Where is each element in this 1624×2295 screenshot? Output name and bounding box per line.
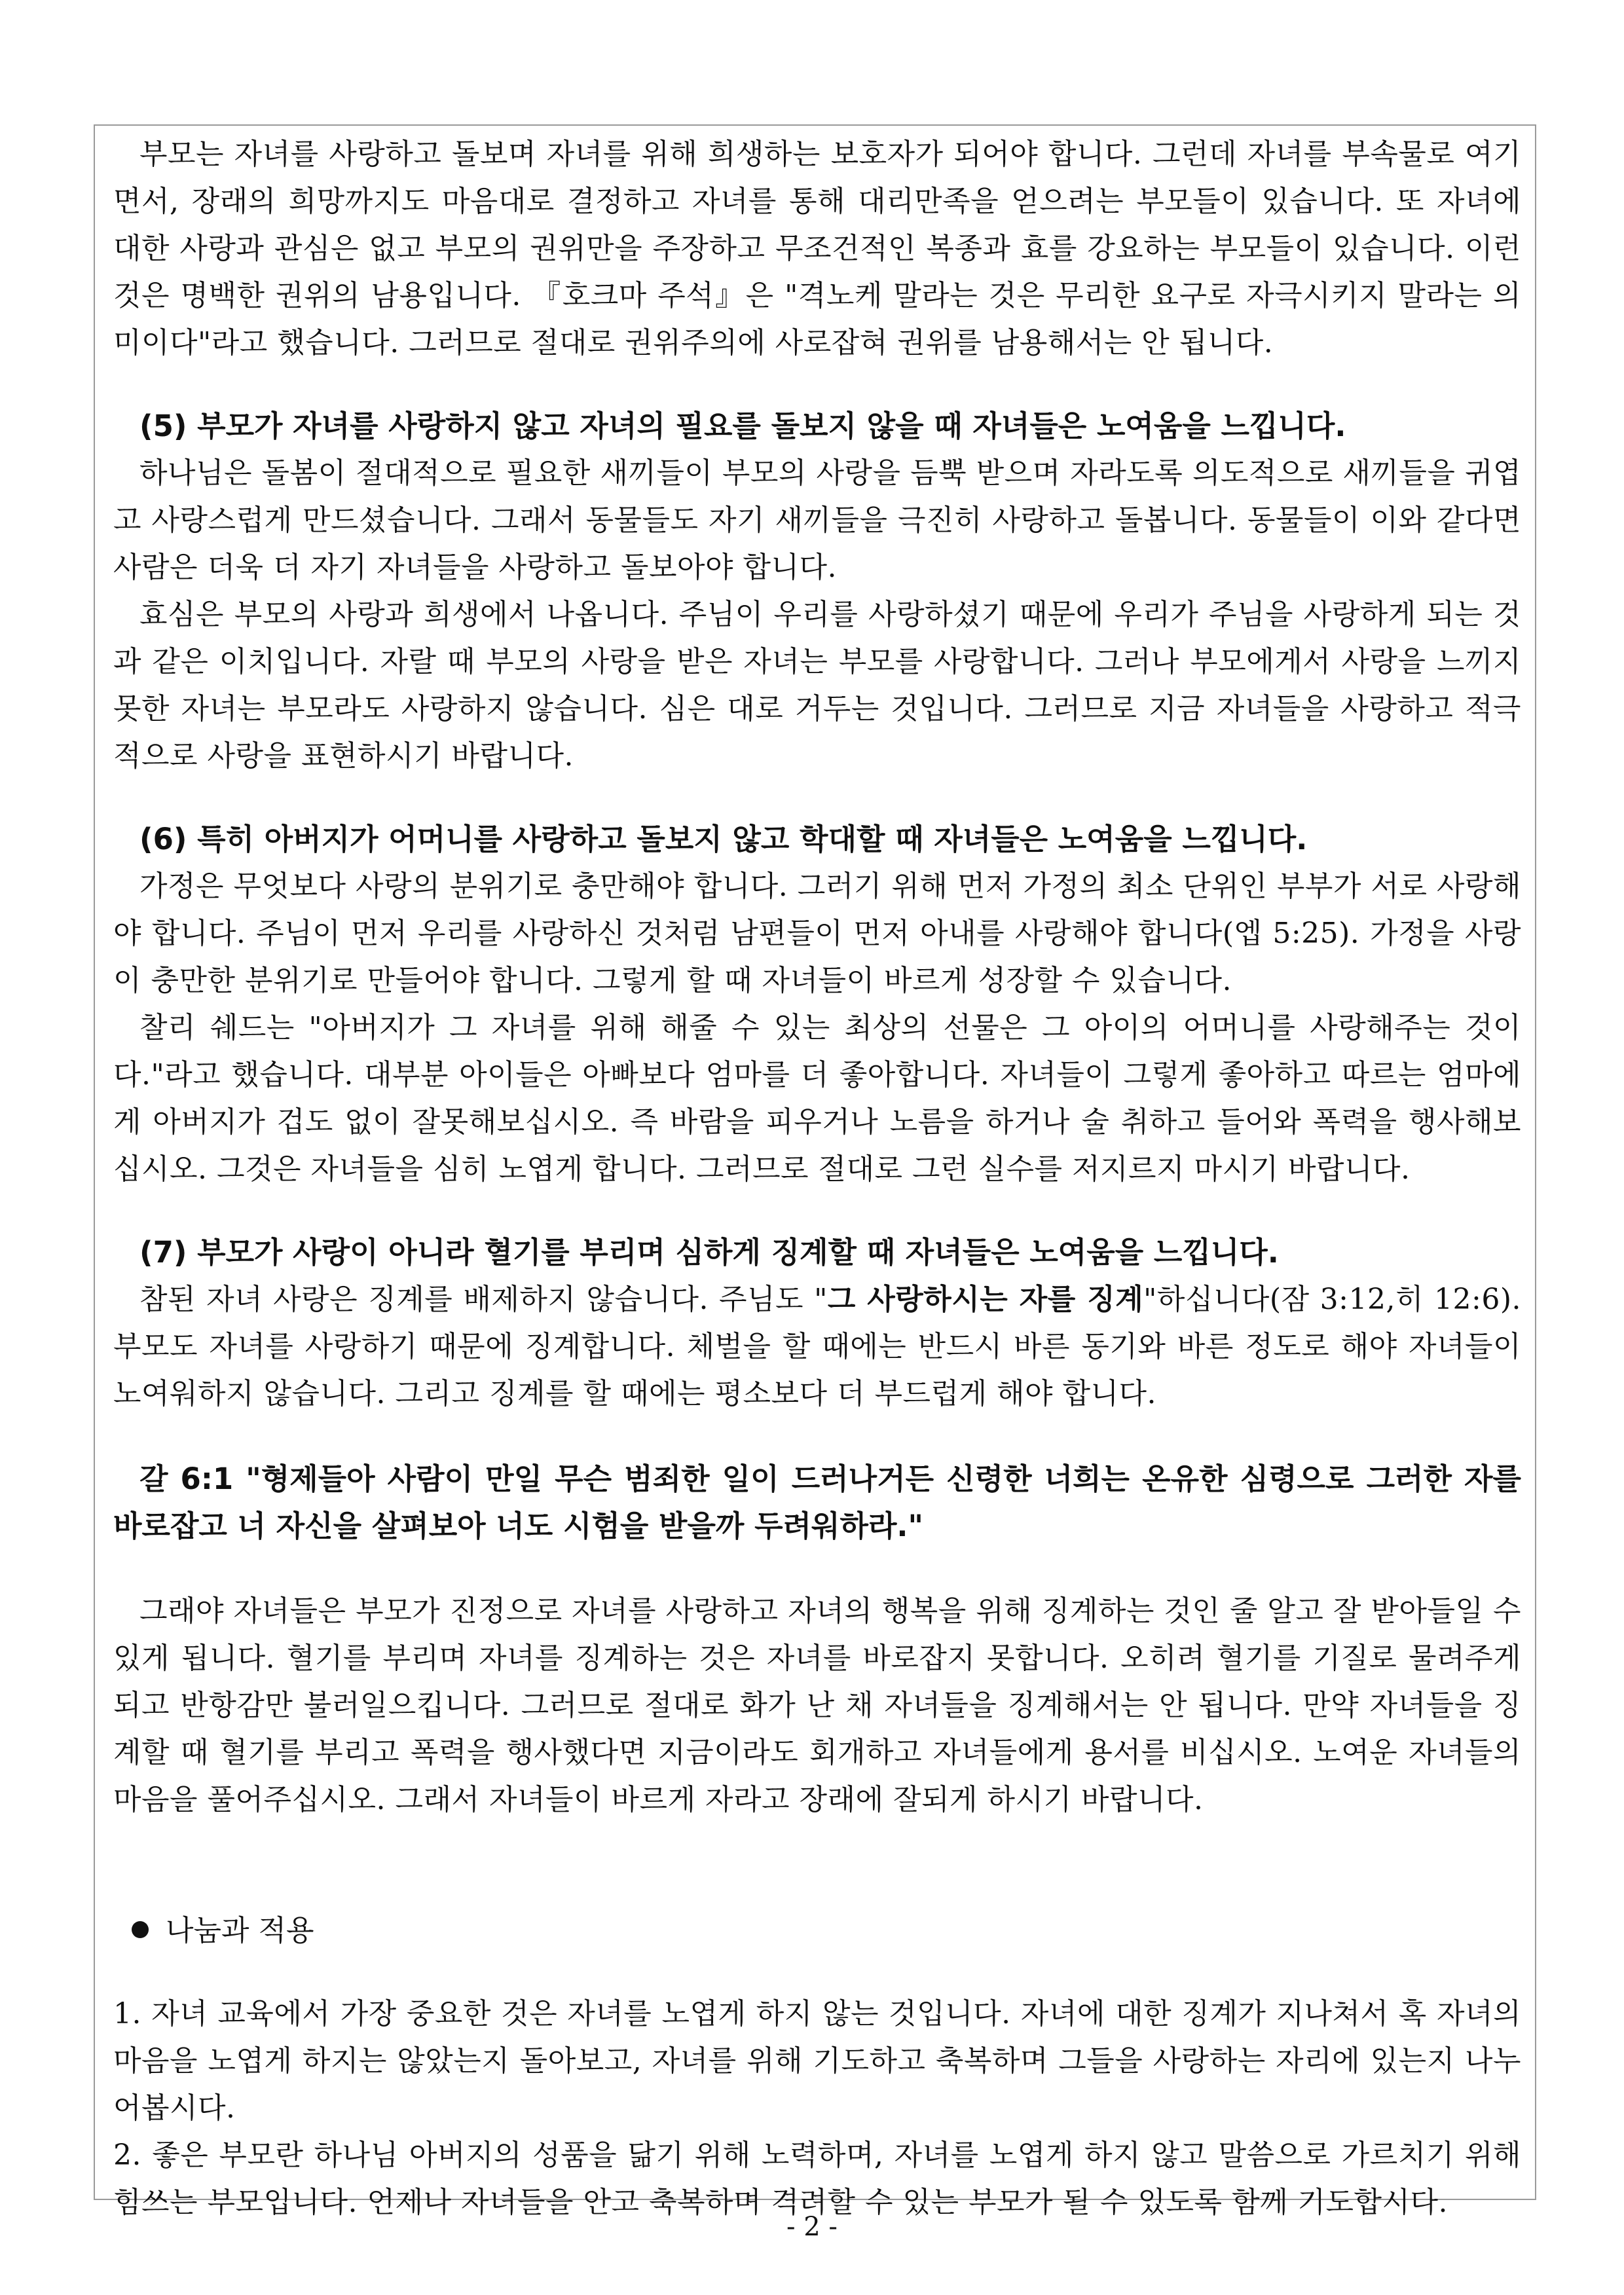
sharing-item-1: 1. 자녀 교육에서 가장 중요한 것은 자녀를 노엽게 하지 않는 것입니다. 자녀에 대한 징계가 지나쳐서 혹 자녀의 마음을 노엽게 하지는 않았는지 돌아보고, 자녀를 위해 기도하고 축복하며 그들을 사랑하는 자리에 있는지 나누어봅시다. bbox=[113, 1997, 1521, 2125]
sharing-heading bbox=[132, 1907, 1521, 1955]
paragraph-8: 그래야 자녀들은 부모가 진정으로 자녀를 사랑하고 자녀의 행복을 위해 징계하는 것인 줄 알고 잘 받아들일 수 있게 됩니다. 혈기를 부리며 자녀를 징계하는 것은 자녀를 바로잡지 못합니다. 오히려 혈기를 기질로 물려주게 되고 반항감만 불러일으킵니다. 그러므로 절대로 화가 난 채 자녀들을 징계해서는 안 됩니다. 만약 자녀들을 징계할 때 혈기를 부리고 폭력을 행사했다면 지금이라도 회개하고 자녀들에게 용서를 비십시오. 노여운 자녀들의 마음을 풀어주십시오. 그래서 자녀들이 바르게 자라고 장래에 잘되게 하시기 바랍니다. bbox=[113, 1594, 1521, 1816]
paragraph-authority-abuse: 부모는 자녀를 사랑하고 돌보며 자녀를 위해 희생하는 보호자가 되어야 합니다. 그런데 자녀를 부속물로 여기면서, 장래의 희망까지도 마음대로 결정하고 자녀를 통해 대리만족을 얻으려는 부모들이 있습니다. 또 자녀에 대한 사랑과 관심은 없고 부모의 권위만을 주장하고 무조건적인 복종과 효를 강요하는 부모들이 있습니다. 이런 것은 명백한 권위의 남용입니다. 『호크마 주석』은 "격노케 말라는 것은 무리한 요구로 자극시키지 말라는 의미이다"라고 했습니다. 그러므로 절대로 권위주의에 사로잡혀 권위를 남용해서는 안 됩니다. bbox=[113, 138, 1522, 359]
sharing-heading-label: 나눔과 적용 bbox=[166, 1914, 314, 1947]
document-body bbox=[113, 131, 1521, 2226]
paragraph-7 bbox=[113, 1276, 1521, 1418]
paragraph-6a: 가정은 무엇보다 사랑의 분위기로 충만해야 합니다. 그러기 위해 먼저 가정의 최소 단위인 부부가 서로 사랑해야 합니다. 주님이 먼저 우리를 사랑하신 것처럼 남편들이 먼저 아내를 사랑해야 합니다(엡 5:25). 가정을 사랑이 충만한 분위기로 만들어야 합니다. 그렇게 할 때 자녀들이 바르게 성장할 수 있습니다. bbox=[113, 870, 1521, 997]
section-heading-5: (5) 부모가 자녀를 사랑하지 않고 자녀의 필요를 돌보지 않을 때 자녀들은 노여움을 느낍니다. bbox=[139, 409, 1346, 443]
paragraph-5a: 하나님은 돌봄이 절대적으로 필요한 새끼들이 부모의 사랑을 듬뿍 받으며 자라도록 의도적으로 새끼들을 귀엽고 사랑스럽게 만드셨습니다. 그래서 동물들도 자기 새끼들을 극진히 사랑하고 돌봅니다. 동물들이 이와 같다면 사람은 더욱 더 자기 자녀들을 사랑하고 돌보아야 합니다. bbox=[113, 456, 1521, 584]
page-number: - 2 - bbox=[786, 2212, 838, 2242]
paragraph-7-text-after: "하십니다(잠 3:12,히 12:6). 부모도 자녀를 사랑하기 때문에 징계합니다. 체벌을 할 때에는 반드시 바른 동기와 바른 정도로 해야 자녀들이 노여워하지 않습니다. 그리고 징계를 할 때에는 평소보다 더 부드럽게 해야 합니다. bbox=[113, 1283, 1521, 1410]
paragraph-7-emphasis: 그 사랑하시는 자를 징계 bbox=[827, 1283, 1144, 1316]
section-heading-6: (6) 특히 아버지가 어머니를 사랑하고 돌보지 않고 학대할 때 자녀들은 노여움을 느낍니다. bbox=[139, 822, 1308, 856]
paragraph-7-text-before: 참된 자녀 사랑은 징계를 배제하지 않습니다. 주님도 " bbox=[139, 1283, 828, 1316]
section-heading-7: (7) 부모가 사랑이 아니라 혈기를 부리며 심하게 징계할 때 자녀들은 노여움을 느낍니다. bbox=[139, 1235, 1279, 1270]
paragraph-6b: 찰리 쉐드는 "아버지가 그 자녀를 위해 해줄 수 있는 최상의 선물은 그 아이의 어머니를 사랑해주는 것이다."라고 했습니다. 대부분 아이들은 아빠보다 엄마를 더 좋아합니다. 자녀들이 그렇게 좋아하고 따르는 엄마에게 아버지가 겁도 없이 잘못해보십시오. 즉 바람을 피우거나 노름을 하거나 술 취하고 들어와 폭력을 행사해보십시오. 그것은 자녀들을 심히 노엽게 합니다. 그러므로 절대로 그런 실수를 저지르지 마시기 바랍니다. bbox=[113, 1011, 1521, 1186]
sharing-item-2: 2. 좋은 부모란 하나님 아버지의 성품을 닮기 위해 노력하며, 자녀를 노엽게 하지 않고 말씀으로 가르치기 위해 힘쓰는 부모입니다. 언제나 자녀들을 안고 축복하며 격려할 수 있는 부모가 될 수 있도록 함께 기도합시다. bbox=[113, 2139, 1521, 2219]
paragraph-5b: 효심은 부모의 사랑과 희생에서 나옵니다. 주님이 우리를 사랑하셨기 때문에 우리가 주님을 사랑하게 되는 것과 같은 이치입니다. 자랄 때 부모의 사랑을 받은 자녀는 부모를 사랑합니다. 그러나 부모에게서 사랑을 느끼지 못한 자녀는 부모라도 사랑하지 않습니다. 심은 대로 거두는 것입니다. 그러므로 지금 자녀들을 사랑하고 적극적으로 사랑을 표현하시기 바랍니다. bbox=[113, 598, 1521, 773]
scripture-verse: 갈 6:1 "형제들아 사람이 만일 무슨 범죄한 일이 드러나거든 신령한 너희는 온유한 심령으로 그러한 자를 바로잡고 너 자신을 살펴보아 너도 시험을 받을까 두려워하라." bbox=[113, 1461, 1521, 1543]
bullet-icon bbox=[132, 1921, 149, 1938]
